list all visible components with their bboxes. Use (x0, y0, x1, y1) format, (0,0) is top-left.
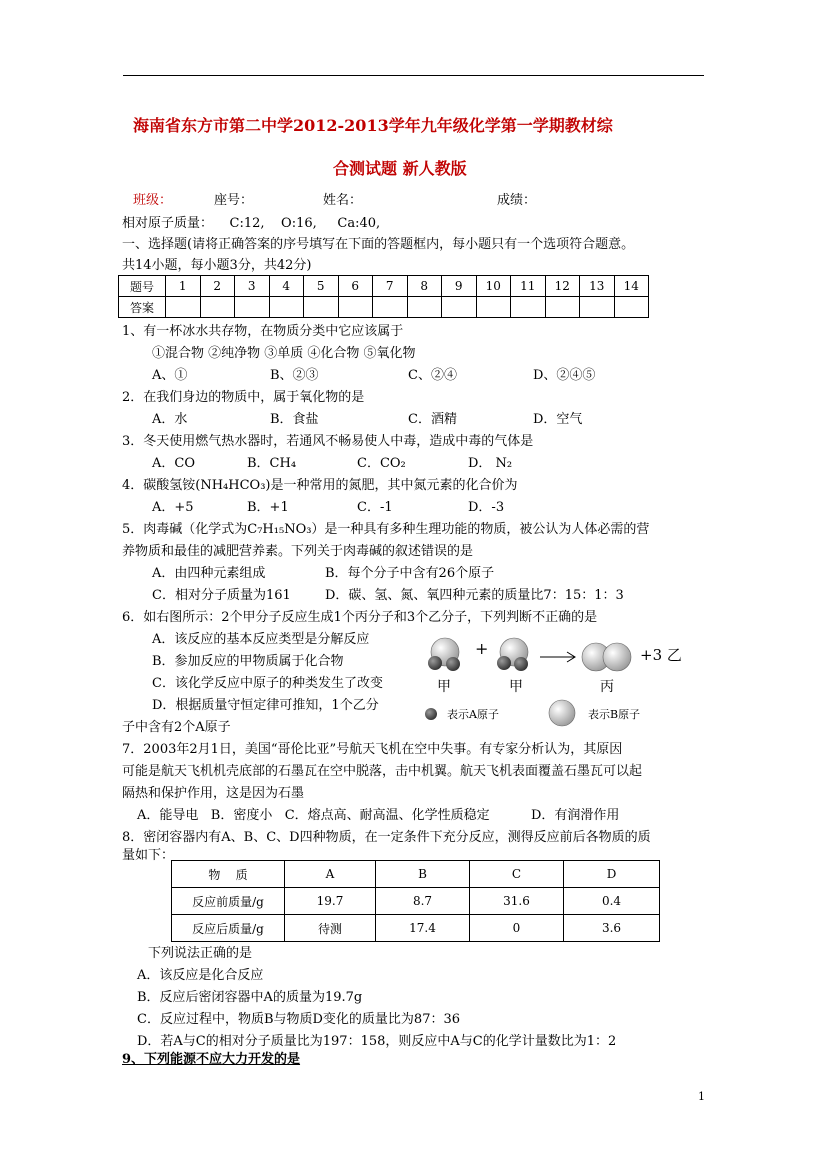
question-number: 2 (200, 276, 235, 297)
q5-option-a: A．由四种元素组成 (152, 566, 266, 581)
q2-option-d: D．空气 (533, 412, 583, 427)
q4-option-a: A．+5 (152, 500, 194, 515)
answer-table-answer-row (119, 297, 649, 318)
table-header-cell: B (376, 861, 470, 888)
table-header-cell: 物 质 (172, 861, 285, 888)
q8-option-b: B．反应后密闭容器中A的质量为19.7g (137, 990, 363, 1005)
page-number: 1 (698, 1090, 705, 1103)
table-cell: 8.7 (376, 888, 470, 915)
answer-cell[interactable] (614, 297, 649, 318)
answer-table-answer-label: 答案 (119, 297, 166, 318)
answer-cell[interactable] (442, 297, 477, 318)
table-cell: 反应后质量/g (172, 915, 285, 942)
q8-mass-table (171, 860, 660, 942)
q3-option-b: B．CH₄ (247, 456, 297, 471)
q5-option-c: C．相对分子质量为161 (152, 588, 291, 603)
q1-option-d: D、②④⑤ (533, 368, 596, 383)
q6-stem: 6．如右图所示：2个甲分子反应生成1个丙分子和3个乙分子，下列判断不正确的是 (122, 610, 598, 625)
q1-stem: 1、有一杯冰水共存物，在物质分类中它应该属于 (122, 324, 404, 339)
q7-stem-line-1: 7．2003年2月1日，美国“哥伦比亚”号航天飞机在空中失事。有专家分析认为，其原因 (122, 742, 623, 757)
section-1-line-2: 共14小题，每小题3分，共42分) (122, 258, 312, 273)
q8-option-a: A．该反应是化合反应 (137, 968, 264, 983)
q5-option-d: D．碳、氢、氮、氧四种元素的质量比7：15：1：3 (325, 588, 624, 603)
answer-cell[interactable] (476, 297, 511, 318)
atom-a (514, 657, 528, 671)
q4-option-b: B．+1 (247, 500, 289, 515)
legend-atom-b-label: 表示B原子 (588, 708, 641, 721)
label-jia-1: 甲 (437, 679, 451, 695)
atom-b (603, 643, 631, 671)
q8-ask: 下列说法正确的是 (148, 946, 253, 961)
q1-items: ①混合物 ②纯净物 ③单质 ④化合物 ⑤氧化物 (152, 346, 416, 361)
q3-option-a: A．CO (152, 456, 195, 471)
answer-table (118, 275, 649, 318)
q7-stem-line-3: 隔热和保护作用，这是因为石墨 (122, 786, 305, 801)
q5-stem-line-1: 5．肉毒碱（化学式为C₇H₁₅NO₃）是一种具有多种生理功能的物质，被公认为人体必需的营 (122, 522, 650, 537)
table-cell: 反应前质量/g (172, 888, 285, 915)
atom-a (428, 656, 442, 670)
molecule-bing (582, 643, 631, 671)
question-number: 13 (580, 276, 615, 297)
question-number: 3 (235, 276, 270, 297)
question-number: 8 (407, 276, 442, 297)
question-number: 5 (304, 276, 339, 297)
q8-stem-line-2: 量如下： (122, 848, 175, 863)
q8-option-d: D．若A与C的相对分子质量比为197：158，则反应中A与C的化学计量数比为1：2 (137, 1034, 617, 1049)
answer-table-header-row (119, 276, 649, 297)
score-label: 成绩： (497, 193, 537, 208)
q3-stem: 3．冬天使用燃气热水器时，若通风不畅易使人中毒，造成中毒的气体是 (122, 434, 534, 449)
q6-option-a: A．该反应的基本反应类型是分解反应 (152, 632, 370, 647)
q6-option-d-line-2: 子中含有2个A原子 (122, 720, 231, 735)
question-number: 4 (269, 276, 304, 297)
q7-stem-line-2: 可能是航天飞机机壳底部的石墨瓦在空中脱落，击中机翼。航天飞机表面覆盖石墨瓦可以起 (122, 764, 643, 779)
answer-cell[interactable] (304, 297, 339, 318)
q4-option-d: D．-3 (468, 500, 505, 515)
table-row (172, 888, 660, 915)
question-number: 14 (614, 276, 649, 297)
q6-option-b: B．参加反应的甲物质属于化合物 (152, 654, 344, 669)
molecule-jia-2 (497, 638, 528, 671)
question-number: 1 (166, 276, 201, 297)
answer-table-header-label: 题号 (119, 276, 166, 297)
table-cell: 0 (470, 915, 564, 942)
q3-option-c: C．CO₂ (357, 456, 406, 471)
question-number: 7 (373, 276, 408, 297)
q1-option-c: C、②④ (408, 368, 457, 383)
table-cell: 待测 (285, 915, 376, 942)
table-row (172, 915, 660, 942)
question-number: 12 (545, 276, 580, 297)
table-row (172, 861, 660, 888)
q6-reaction-figure (420, 630, 710, 730)
q3-option-d: D． N₂ (468, 456, 513, 471)
q6-option-c: C．该化学反应中原子的种类发生了改变 (152, 676, 383, 691)
q1-option-b: B、②③ (270, 368, 319, 383)
plus-sign: + (475, 639, 489, 658)
table-cell: 31.6 (470, 888, 564, 915)
q8-stem-line-1: 8．密闭容器内有A、B、C、D四种物质，在一定条件下充分反应，测得反应前后各物质的质 (122, 830, 651, 845)
answer-cell[interactable] (580, 297, 615, 318)
label-bing: 丙 (600, 679, 614, 695)
q2-stem: 2．在我们身边的物质中，属于氧化物的是 (122, 390, 365, 405)
title-line-2: 合测试题 新人教版 (333, 159, 467, 178)
answer-cell[interactable] (511, 297, 546, 318)
q2-option-a: A．水 (152, 412, 188, 427)
answer-cell[interactable] (235, 297, 270, 318)
table-cell: 3.6 (564, 915, 660, 942)
q4-option-c: C．-1 (357, 500, 393, 515)
q5-option-b: B．每个分子中含有26个原子 (325, 566, 495, 581)
legend-atom-b-icon (549, 700, 575, 726)
table-header-cell: D (564, 861, 660, 888)
q6-option-d-line-1: D．根据质量守恒定律可推知，1个乙分 (152, 698, 379, 713)
seat-label: 座号： (214, 193, 254, 208)
answer-cell[interactable] (200, 297, 235, 318)
table-cell: 0.4 (564, 888, 660, 915)
q1-option-a: A、① (152, 368, 188, 383)
q2-option-b: B．食盐 (270, 412, 319, 427)
answer-cell[interactable] (166, 297, 201, 318)
name-label: 姓名： (323, 193, 363, 208)
class-label: 班级： (133, 193, 173, 208)
question-number: 10 (476, 276, 511, 297)
answer-cell[interactable] (545, 297, 580, 318)
reaction-arrow (540, 652, 575, 662)
title-line-1: 海南省东方市第二中学2012-2013学年九年级化学第一学期教材综 (133, 116, 613, 135)
answer-cell[interactable] (338, 297, 373, 318)
q9-stem: 9、下列能源不应大力开发的是 (122, 1052, 301, 1067)
atom-a (497, 656, 511, 670)
q7-options: A．能导电 B．密度小 C．熔点高、耐高温、化学性质稳定 D．有润滑作用 (137, 808, 620, 823)
table-header-cell: A (285, 861, 376, 888)
table-cell: 17.4 (376, 915, 470, 942)
atom-a (446, 657, 460, 671)
section-1-line-1: 一、选择题(请将正确答案的序号填写在下面的答题框内，每小题只有一个选项符合题意。 (122, 237, 635, 252)
legend-atom-a-icon (425, 708, 437, 720)
molecule-jia-1 (428, 638, 460, 671)
q5-stem-line-2: 养物质和最佳的减肥营养素。下列关于肉毒碱的叙述错误的是 (122, 544, 474, 559)
answer-cell[interactable] (407, 297, 442, 318)
answer-cell[interactable] (269, 297, 304, 318)
legend-atom-a-label: 表示A原子 (447, 708, 499, 721)
header-rule (123, 75, 704, 76)
q2-option-c: C．酒精 (408, 412, 457, 427)
table-header-cell: C (470, 861, 564, 888)
question-number: 9 (442, 276, 477, 297)
q4-stem: 4．碳酸氢铵(NH₄HCO₃)是一种常用的氮肥，其中氮元素的化合价为 (122, 478, 518, 493)
plus-three-yi: +3 乙 (640, 646, 682, 664)
q8-option-c: C．反应过程中，物质B与物质D变化的质量比为87：36 (137, 1012, 461, 1027)
label-jia-2: 甲 (509, 679, 523, 695)
answer-cell[interactable] (373, 297, 408, 318)
question-number: 11 (511, 276, 546, 297)
question-number: 6 (338, 276, 373, 297)
table-cell: 19.7 (285, 888, 376, 915)
atomic-mass: 相对原子质量： C:12, O:16, Ca:40, (122, 216, 381, 231)
